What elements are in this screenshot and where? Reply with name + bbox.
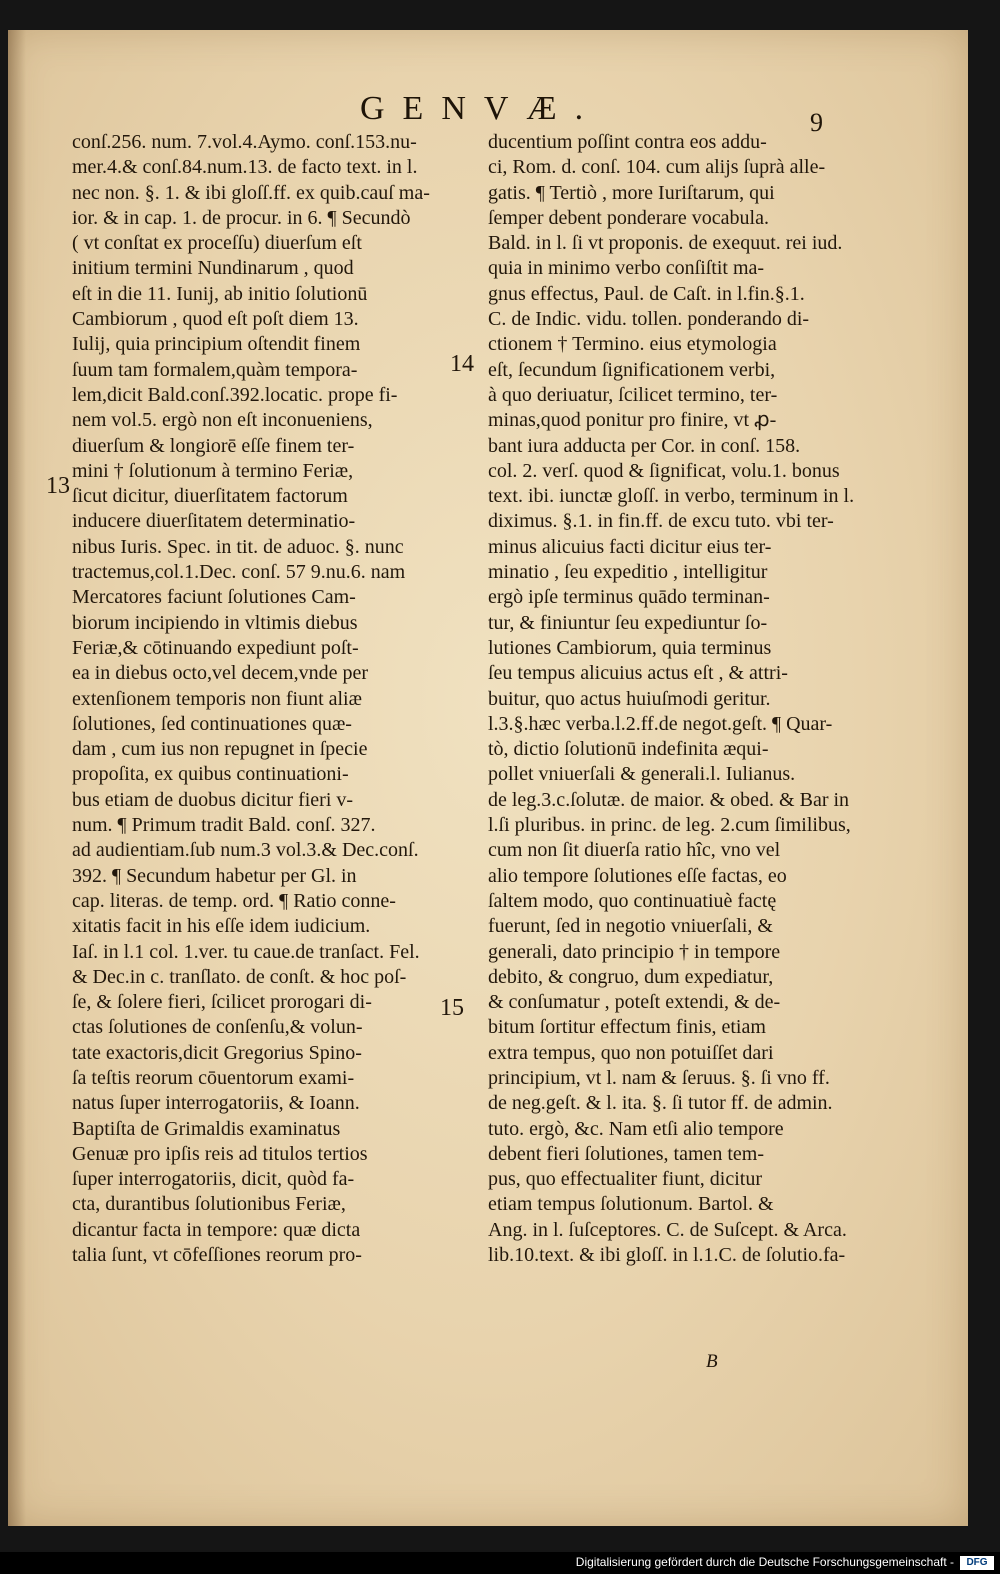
left-column-line: Genuæ pro ipſis reis ad titulos tertios — [72, 1142, 368, 1165]
page-header — [320, 90, 700, 130]
left-column-line: dam , cum ius non repugnet in ſpecie — [72, 738, 368, 761]
left-column-line: talia ſunt, vt cōfeſſiones reorum pro- — [72, 1244, 362, 1267]
footer-bar — [0, 1552, 1000, 1574]
right-column-line: bant iura adducta per Cor. in conſ. 158. — [488, 434, 801, 457]
left-column-line: ( vt conſtat ex proceſſu) diuerſum eſt — [72, 232, 362, 255]
right-column-line: minus alicuius facti dicitur eius ter- — [488, 535, 772, 558]
right-column-line: Bald. in l. ſi vt proponis. de exequut. rei iud. — [488, 232, 843, 255]
right-column-line: ctionem † Termino. eius etymologia — [488, 333, 777, 356]
left-column-line: nibus Iuris. Spec. in tit. de aduoc. §. nunc — [72, 535, 404, 558]
right-column-line: lutiones Cambiorum, quia terminus — [488, 636, 772, 659]
right-column-line: bitum ſortitur effectum finis, etiam — [488, 1016, 766, 1039]
right-column-line: ci, Rom. d. conſ. 104. cum alijs ſuprà alle- — [488, 156, 826, 179]
left-column-line: ctas ſolutiones de conſenſu,& volun- — [72, 1016, 363, 1039]
left-column-line: num. ¶ Primum tradit Bald. conſ. 327. — [72, 814, 376, 837]
left-column-line: & Dec.in c. tranſlato. de conſt. & hoc poſ- — [72, 965, 407, 988]
signature-mark: B — [706, 1351, 718, 1372]
right-column-line: debito, & congruo, dum expediatur, — [488, 965, 774, 988]
left-column-line: tractemus,col.1.Dec. conſ. 57 9.nu.6. nam — [72, 561, 406, 584]
left-column-line: xitatis facit in his eſſe idem iudicium. — [72, 915, 371, 938]
left-column-line: Iaſ. in l.1 col. 1.ver. tu caue.de tranſact. Fel. — [72, 940, 420, 963]
left-column-line: mini † ſolutionum à termino Feriæ, — [72, 459, 354, 482]
left-column-line: bus etiam de duobus dicitur fieri v- — [72, 788, 354, 811]
left-column-line: ea in diebus octo,vel decem,vnde per — [72, 662, 368, 685]
marginal-number-15: 15 — [440, 995, 464, 1021]
right-column-line: ſeu tempus alicuius actus eſt , & attri- — [488, 662, 788, 685]
left-column-line: conſ.256. num. 7.vol.4.Aymo. conſ.153.nu- — [72, 131, 417, 153]
left-column-line: lem,dicit Bald.conſ.392.locatic. prope fi- — [72, 383, 398, 406]
left-column-line: natus ſuper interrogatoriis, & Ioann. — [72, 1092, 360, 1115]
left-column-line: eſt in die 11. Iunij, ab initio ſolutionū — [72, 282, 368, 305]
left-column-line: Feriæ,& cōtinuando expediunt poſt- — [72, 636, 359, 659]
right-column-line: l.ſi pluribus. in princ. de leg. 2.cum ſimilibus, — [488, 814, 851, 837]
left-column-line: mer.4.& conſ.84.num.13. de facto text. in l. — [72, 156, 418, 179]
right-column-line: principium, vt l. nam & ſeruus. §. ſi vno ff. — [488, 1066, 830, 1089]
right-column-line: diximus. §.1. in fin.ff. de excu tuto. vbi ter- — [488, 510, 834, 533]
marginal-number-13: 13 — [46, 473, 70, 499]
right-column-line: tò, dictio ſolutionū indefinita æqui- — [488, 738, 769, 761]
right-column-line: gnus effectus, Paul. de Caſt. in l.fin.§.1. — [488, 282, 805, 305]
right-column-line: à quo deriuatur, ſcilicet termino, ter- — [488, 383, 778, 406]
right-column-line: pus, quo effectualiter fiunt, dicitur — [488, 1168, 762, 1191]
right-column-line: C. de Indic. vidu. tollen. ponderando di- — [488, 308, 810, 331]
left-column-line: ſolutiones, ſed continuationes quæ- — [72, 712, 352, 735]
left-column-line: Baptiſta de Grimaldis examinatus — [72, 1117, 341, 1140]
left-column-line: Cambiorum , quod eſt poſt diem 13. — [72, 308, 359, 331]
right-column-line: debent fieri ſolutiones, tamen tem- — [488, 1142, 765, 1165]
right-column-line: gatis. ¶ Tertiò , more Iuriſtarum, qui — [488, 181, 775, 204]
left-column-line: cap. literas. de temp. ord. ¶ Ratio conne- — [72, 889, 396, 912]
page-gutter-shadow — [8, 30, 26, 1526]
left-column-line: initium termini Nundinarum , quod — [72, 257, 354, 280]
right-column-line: cum non ſit diuerſa ratio hîc, vno vel — [488, 839, 781, 862]
marginal-number-14: 14 — [450, 351, 474, 377]
right-column-line: ergò ipſe terminus quādo terminan- — [488, 586, 770, 609]
right-column-line: extra tempus, quo non potuiſſet dari — [488, 1041, 774, 1064]
right-column-line: & conſumatur , poteſt extendi, & de- — [488, 991, 781, 1014]
dfg-logo: DFG — [960, 1556, 994, 1570]
left-column-line: ſe, & ſolere fieri, ſcilicet prorogari di- — [72, 991, 372, 1014]
left-column-line: cta, durantibus ſolutionibus Feriæ, — [72, 1193, 346, 1216]
left-column-line: Mercatores faciunt ſolutiones Cam- — [72, 586, 356, 609]
right-column-line: Ang. in l. ſuſceptores. C. de Suſcept. & Arca. — [488, 1218, 847, 1241]
right-text-column — [488, 130, 858, 1268]
right-column-line: buitur, quo actus huiuſmodi geritur. — [488, 687, 771, 710]
right-column-line: ſaltem modo, quo continuatiuè factę — [488, 889, 777, 912]
left-column-line: inducere diuerſitatem determinatio- — [72, 510, 356, 533]
right-column-line: lib.10.text. & ibi gloſſ. in l.1.C. de ſolutio.fa- — [488, 1244, 846, 1267]
right-column-line: minas,quod ponitur pro finire, vt ꝓ- — [488, 409, 777, 432]
right-column-line: etiam tempus ſolutionum. Bartol. & — [488, 1193, 774, 1216]
left-column-line: ſicut dicitur, diuerſitatem factorum — [72, 485, 348, 508]
left-column-line: ad audientiam.ſub num.3 vol.3.& Dec.conſ. — [72, 839, 419, 862]
right-column-line: text. ibi. iunctæ gloſſ. in verbo, terminum in l. — [488, 485, 855, 508]
left-column-line: nec non. §. 1. & ibi gloſſ.ff. ex quib.cauſ ma- — [72, 181, 430, 204]
right-column-line: pollet vniuerſali & generali.l. Iulianus. — [488, 763, 796, 786]
left-column-line: ſuper interrogatoriis, dicit, quòd fa- — [72, 1168, 355, 1191]
right-column-line: alio tempore ſolutiones eſſe factas, eo — [488, 864, 787, 887]
left-column-line: diuerſum & longiorē eſſe finem ter- — [72, 434, 355, 457]
right-column-line: tuto. ergò, &c. Nam etſi alio tempore — [488, 1117, 784, 1140]
left-text-column — [72, 130, 450, 1268]
left-column-line: Iulij, quia principium oſtendit finem — [72, 333, 361, 356]
right-column-line: tur, & finiuntur ſeu expediuntur ſo- — [488, 611, 768, 634]
right-column-line: minatio , ſeu expeditio , intelligitur — [488, 561, 768, 584]
left-column-line: 392. ¶ Secundum habetur per Gl. in — [72, 864, 357, 887]
left-column-line: tate exactoris,dicit Gregorius Spino- — [72, 1041, 362, 1064]
left-column-line: ſuum tam formalem,quàm tempora- — [72, 358, 358, 381]
right-column-line: quia in minimo verbo conſiſtit ma- — [488, 257, 765, 280]
left-column-line: ſa teſtis reorum cōuentorum exami- — [72, 1066, 355, 1089]
running-title: GENVÆ. — [360, 90, 602, 127]
left-column-line: propoſita, ex quibus continuationi- — [72, 763, 349, 786]
right-column-line: fuerunt, ſed in negotio vniuerſali, & — [488, 915, 773, 938]
right-column-line: ducentium poſſint contra eos addu- — [488, 131, 767, 153]
right-column-line: de neg.geſt. & l. ita. §. ſi tutor ff. de admin. — [488, 1092, 833, 1115]
right-column-line: generali, dato principio † in tempore — [488, 940, 781, 963]
left-column-line: nem vol.5. ergò non eſt inconueniens, — [72, 409, 373, 432]
right-column-line: eſt, ſecundum ſignificationem verbi, — [488, 358, 776, 381]
footer-credit: Digitalisierung gefördert durch die Deutsche Forschungsgemeinschaft - — [575, 1555, 954, 1569]
left-column-line: extenſionem temporis non fiunt aliæ — [72, 687, 362, 710]
right-column-line: l.3.§.hæc verba.l.2.ff.de negot.geſt. ¶ Quar- — [488, 712, 833, 735]
left-column-line: biorum incipiendo in vltimis diebus — [72, 611, 358, 634]
right-column-line: ſemper debent ponderare vocabula. — [488, 206, 769, 229]
folio-number: 9 — [810, 108, 823, 137]
left-column-line: ior. & in cap. 1. de procur. in 6. ¶ Secundò — [72, 206, 411, 229]
left-column-line: dicantur facta in tempore: quæ dicta — [72, 1218, 361, 1241]
right-column-line: de leg.3.c.ſolutæ. de maior. & obed. & Bar in — [488, 788, 850, 811]
right-column-line: col. 2. verſ. quod & ſignificat, volu.1. bonus — [488, 459, 840, 482]
